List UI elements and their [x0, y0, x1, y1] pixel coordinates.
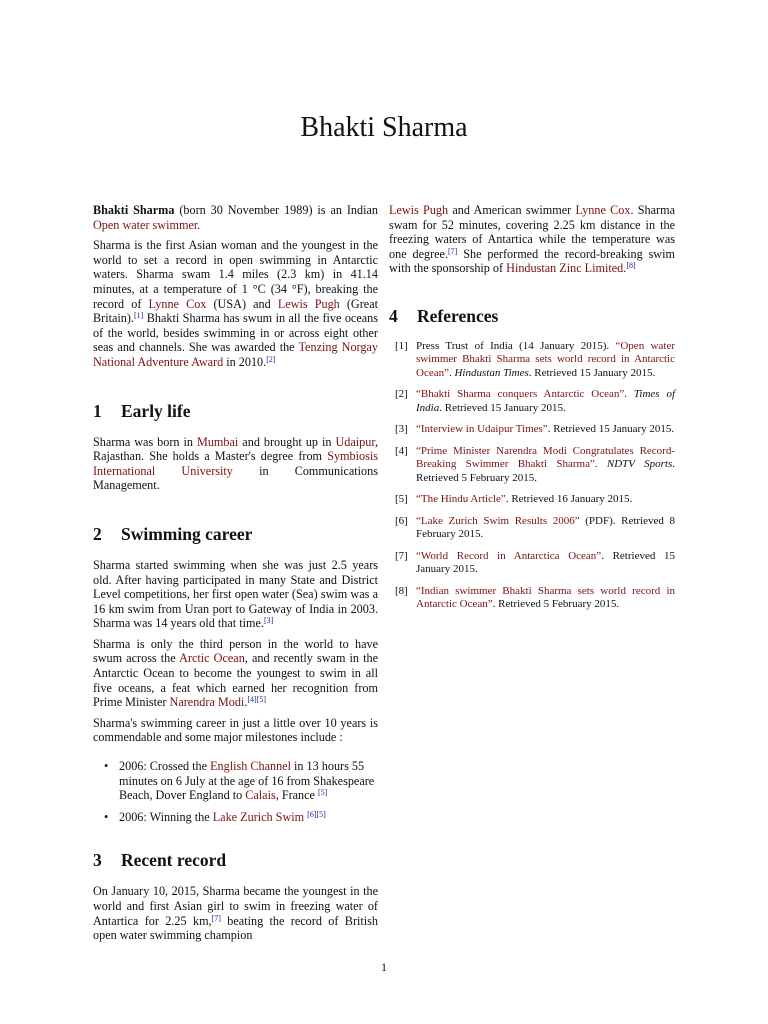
section-heading-references: 4 References [389, 305, 499, 326]
milestones-list [93, 759, 378, 824]
citation-ref[interactable]: [1] [133, 311, 144, 321]
reference-item: [2] “Bhakti Sharma conquers Antarctic Ocean”. Times of India. Retrieved 15 January 2015. [395, 388, 676, 414]
link-lynne-cox[interactable]: Lynne Cox [575, 203, 631, 217]
reference-item: [1] Press Trust of India (14 January 2015). “Open water swimmer Bhakti Sharma sets world record in Antarctic Ocean”. Hindustan Times. Retrieved 15 January 2015. [395, 339, 675, 379]
link-narendra-modi[interactable]: Narendra Modi [169, 695, 245, 710]
link-lynne-cox[interactable]: Lynne Cox [148, 296, 207, 311]
list-item: • 2006: Winning the Lake Zurich Swim [6][5] [104, 809, 326, 824]
list-item: • 2006: Crossed the English Channel in 13 hours 55 minutes on 6 July at the age of 16 from Shakespeare Beach, Dover England to Calais, France [5] [104, 759, 375, 803]
citation-ref[interactable]: [5] [318, 788, 328, 798]
swimming-paragraph-3: Sharma's swimming career in just a little over 10 years is commendable and some major milestones include : [93, 715, 378, 745]
citation-ref[interactable]: [6][5] [307, 809, 326, 819]
reference-link[interactable]: “Prime Minister Narendra Modi Congratulates Record-Breaking Swimmer Bhakti Sharma” [416, 444, 675, 471]
reference-link[interactable]: “Indian swimmer Bhakti Sharma sets world record in Antarctic Ocean” [416, 584, 675, 611]
link-hindustan-zinc[interactable]: Hindustan Zinc Limited [506, 261, 624, 276]
citation-ref[interactable]: [3] [263, 616, 274, 626]
citation-ref[interactable]: [8] [626, 261, 636, 271]
bullet-icon: • [104, 809, 109, 824]
left-column [93, 203, 378, 949]
link-arctic-ocean[interactable]: Arctic Ocean [179, 651, 245, 666]
reference-link[interactable]: “Interview in Udaipur Times” [416, 423, 548, 436]
recent-record-paragraph-continued: Lewis Pugh and American swimmer Lynne Cox. Sharma swam for 52 minutes, covering 2.25 km distance in the freezing waters of Antartica while the temperature was one degree.[7] She performed the record-breaking swim with the sponsorship of Hindustan Zinc Limited.[8] [389, 203, 675, 276]
reference-link[interactable]: “World Record in Antarctica Ocean” [416, 549, 602, 562]
link-english-channel[interactable]: English Channel [210, 759, 291, 774]
link-open-water-swimmer[interactable]: Open water swimmer [93, 217, 198, 232]
intro-paragraph-2: Sharma is the first Asian woman and the youngest in the world to set a record in open swimming in Antarctic waters. Sharma swam 1.4 miles (2.3 km) in 41.14 minutes, at a temperature of 1 °C (34 °F), breaking the record of Lynne Cox (USA) and Lewis Pugh (Great Britain).[1] Bhakti Sharma has swum in all the five oceans of the world, besides swimming in or across eight other seas and channels. She was awarded the Tenzing Norgay National Adventure Award in 2010.[2] [93, 238, 378, 369]
link-calais[interactable]: Calais [245, 788, 276, 803]
intro-paragraph-1: Bhakti Sharma (born 30 November 1989) is an Indian Open water swimmer. [93, 203, 378, 232]
link-symbiosis-university[interactable]: Symbiosis International University [93, 449, 378, 478]
reference-item: [7] “World Record in Antarctica Ocean”. Retrieved 15 January 2015. [395, 549, 675, 576]
link-lake-zurich-swim[interactable]: Lake Zurich Swim [212, 809, 305, 824]
recent-record-paragraph-start: On January 10, 2015, Sharma became the youngest in the world and first Asian girl to swim in freezing water of Antartica for 2.25 km,[7] beating the record of British open water swimming champion [93, 884, 378, 943]
right-column [389, 203, 675, 620]
section-heading-recent-record: 3 Recent record [93, 850, 227, 871]
bullet-icon: • [104, 759, 109, 774]
reference-link[interactable]: “Open water swimmer Bhakti Sharma sets world record in Antarctic Ocean” [416, 339, 675, 379]
section-heading-early-life: 1 Early life [93, 400, 191, 421]
reference-item: [3] “Interview in Udaipur Times”. Retrieved 15 January 2015. [395, 423, 675, 436]
page-number: 1 [381, 960, 387, 974]
reference-link[interactable]: “The Hindu Article” [416, 493, 506, 506]
early-life-paragraph: Sharma was born in Mumbai and brought up in Udaipur, Rajasthan. She holds a Master's degree from Symbiosis International University in Communications Management. [93, 434, 378, 493]
citation-ref[interactable]: [7] [448, 246, 458, 256]
citation-ref[interactable]: [7] [211, 913, 221, 923]
reference-item: [8] “Indian swimmer Bhakti Sharma sets world record in Antarctic Ocean”. Retrieved 5 February 2015. [395, 584, 675, 611]
subject-name: Bhakti Sharma [93, 203, 175, 217]
link-lewis-pugh[interactable]: Lewis Pugh [389, 203, 449, 217]
page-title: Bhakti Sharma [300, 112, 468, 143]
citation-ref[interactable]: [2] [266, 354, 276, 364]
section-heading-swimming-career: 2 Swimming career [93, 523, 253, 544]
link-udaipur[interactable]: Udaipur [335, 434, 375, 449]
link-lewis-pugh[interactable]: Lewis Pugh [277, 296, 340, 311]
reference-link[interactable]: “Lake Zurich Swim Results 2006” [416, 514, 580, 527]
reference-link[interactable]: “Bhakti Sharma conquers Antarctic Ocean” [416, 388, 625, 401]
reference-item: [6] “Lake Zurich Swim Results 2006” (PDF). Retrieved 8 February 2015. [395, 514, 676, 541]
swimming-paragraph-1: Sharma started swimming when she was just 2.5 years old. After having participated in many State and District Level competitions, her first open water (Sea) swim was a 16 km swim from Uran port to Gateway of India in 2003. Sharma was 14 years old that time.[3] [93, 557, 378, 631]
swimming-paragraph-2: Sharma is only the third person in the world to have swum across the Arctic Ocean, and recently swam in the Antarctic Ocean to become the youngest to swim in all five oceans, a feat which earned her recognition from Prime Minister Narendra Modi.[4][5] [93, 636, 379, 710]
link-mumbai[interactable]: Mumbai [197, 434, 239, 449]
link-tenzing-norgay-award[interactable]: Tenzing Norgay National Adventure Award [93, 340, 378, 369]
citation-ref[interactable]: [4][5] [247, 695, 267, 705]
references-list [389, 340, 675, 612]
reference-item: [4] “Prime Minister Narendra Modi Congratulates Record-Breaking Swimmer Bhakti Sharma”. NDTV Sports. Retrieved 5 February 2015. [395, 444, 675, 484]
reference-item: [5] “The Hindu Article”. Retrieved 16 January 2015. [395, 493, 633, 506]
